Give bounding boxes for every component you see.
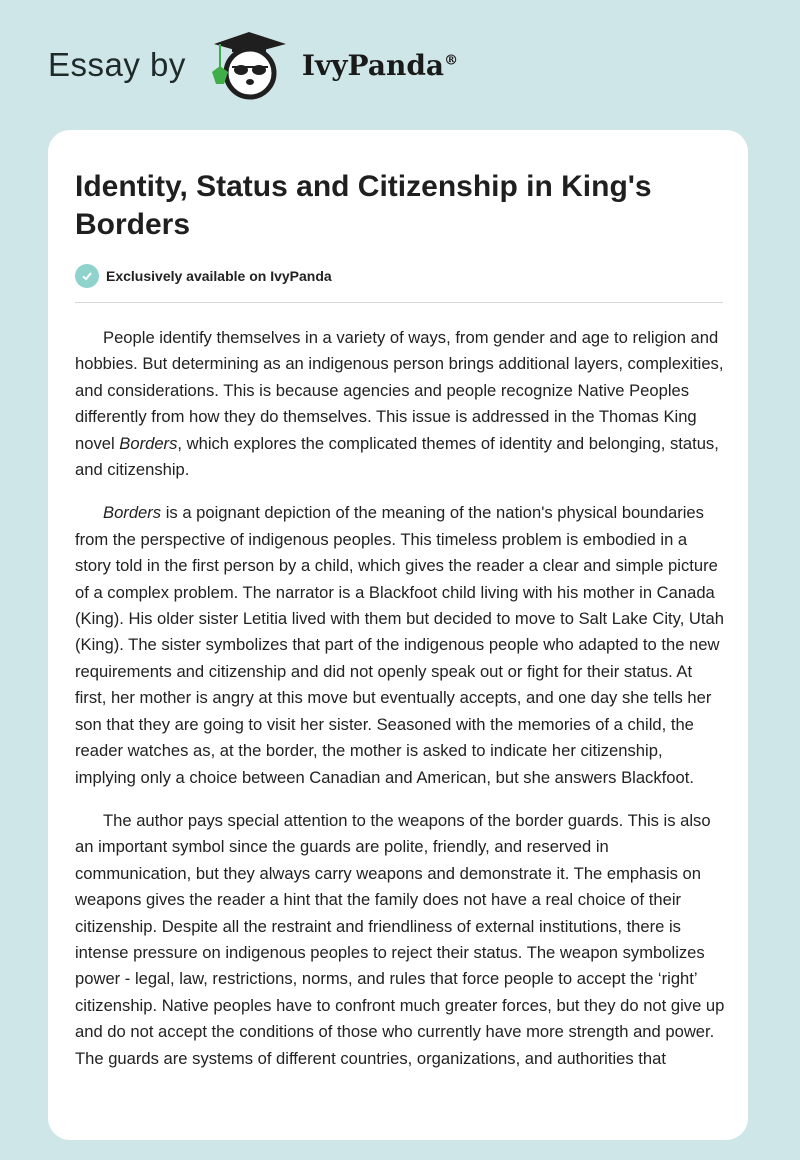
essay-card	[48, 130, 748, 1140]
essay-paragraph	[75, 500, 727, 790]
essay-paragraph	[75, 325, 727, 483]
registered-mark: ®	[444, 52, 459, 69]
exclusive-badge	[75, 264, 332, 288]
exclusive-label: Exclusively available on IvyPanda	[106, 268, 332, 284]
ivypanda-logo-icon[interactable]	[204, 30, 294, 100]
site-header	[48, 30, 458, 100]
essay-by-label: Essay by	[48, 46, 186, 83]
divider	[75, 302, 723, 303]
brand-text: IvyPanda	[301, 48, 445, 82]
paragraph-text: The author pays special attention to the weapons of the border guards. This is also an important symbol since the guards are polite, friendly, and reserved in communication, but they always carry weapons and demonstrate it. The emphasis on weapons gives the reader a hint that the family does not have a real choice of their citizenship. Despite all the restraint and friendliness of external institutions, there is intense pressure on indigenous peoples to reject their status. The weapon symbolizes power - legal, law, restrictions, norms, and rules that force people to accept the ‘right’ citizenship. Native peoples have to confront much greater forces, but they do not give up and do not accept the conditions of those who currently have more strength and power. The guards are systems of different countries, organizations, and authorities that	[75, 810, 725, 1068]
essay-body	[75, 325, 727, 1089]
brand-name[interactable]	[302, 49, 458, 82]
page-title: Identity, Status and Citizenship in King's Borders	[75, 170, 652, 241]
check-circle-icon	[75, 264, 99, 288]
italic-title-text: Borders	[103, 503, 162, 523]
paragraph-text: is a poignant depiction of the meaning of the nation's physical boundaries from the perspective of indigenous peoples. This timeless problem is embodied in a story told in the first person by a child, which gives the reader a clear and simple picture of a complex problem. The narrator is a Blackfoot child living with his mother in Canada (King). His older sister Letitia lived with them but decided to move to Salt Lake City, Utah (King). The sister symbolizes that part of the indigenous people who adapted to the new requirements and citizenship and did not openly speak out or fight for their status. At first, her mother is angry at this move but eventually accepts, and one day she tells her son that they are going to visit her sister. Seasoned with the memories of a child, the reader watches as, at the border, the mother is asked to indicate her citizenship, implying only a choice between Canadian and American, but she answers Blackfoot.	[75, 503, 724, 787]
paragraph-text: , which explores the complicated themes of identity and belonging, status, and citizenship.	[75, 433, 719, 480]
italic-title-text: Borders	[119, 433, 178, 453]
paragraph-text: People identify themselves in a variety of ways, from gender and age to religion and hobbies. But determining as an indigenous person brings additional layers, complexities, and considerations. This is because agencies and people recognize Native Peoples differently from how they do themselves. This issue is addressed in the Thomas King novel	[75, 328, 724, 453]
essay-paragraph	[75, 808, 727, 1072]
